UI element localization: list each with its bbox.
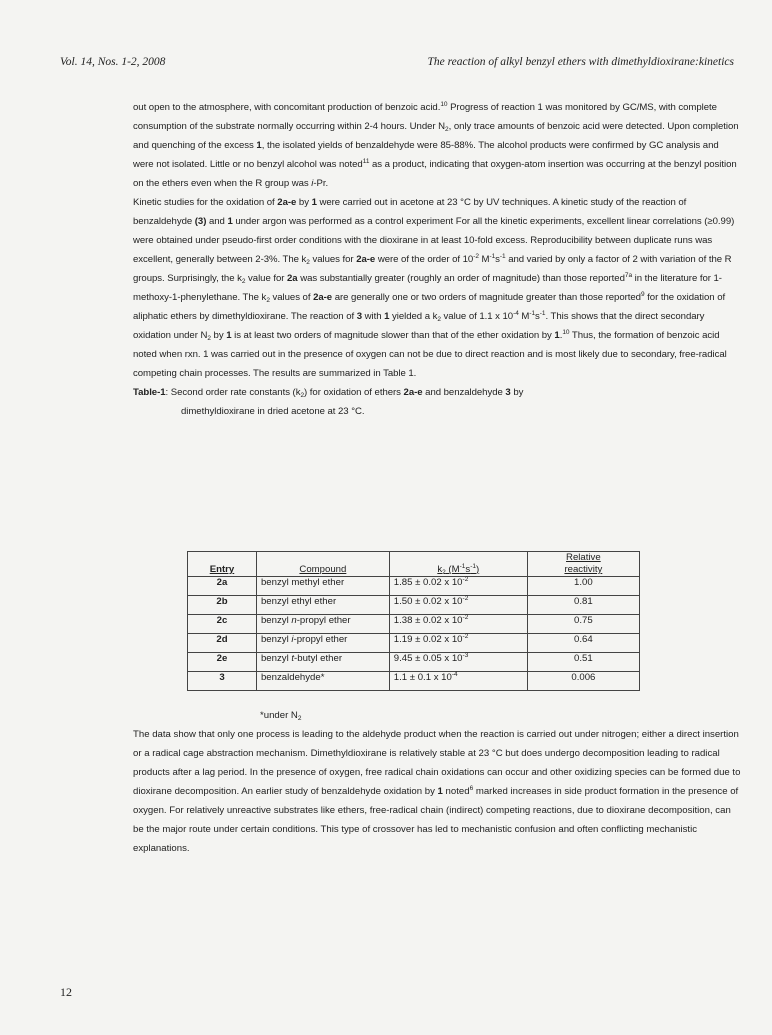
text-span: and	[206, 216, 228, 227]
subscript: 2	[437, 316, 441, 323]
text-span: and benzaldehyde	[422, 387, 506, 398]
text-span: 9.45 ± 0.05 x 10	[393, 653, 463, 664]
italic-text: i	[291, 634, 294, 645]
compound-ref: 2a	[287, 273, 298, 284]
subscript: 2	[241, 278, 246, 285]
text-span: 1.50 ± 0.02 x 10	[393, 596, 463, 607]
text-span: M	[518, 311, 530, 322]
table-row	[188, 634, 640, 653]
italic-text: n	[291, 615, 297, 626]
cell-k2	[389, 653, 527, 672]
text-span: )	[475, 564, 480, 575]
cell-k2	[389, 615, 527, 634]
body-text-bottom	[133, 725, 743, 858]
compound-ref: 2a-e	[356, 254, 376, 265]
citation-sup: 10	[562, 329, 570, 336]
compound-ref: (3)	[194, 216, 207, 227]
text-span: marked increases in side product formation in the presence of oxygen. For relatively unreactive substrates like ethers, free-radical chain (indirect) competing reactions, due to dioxirane decomposition, can be the major route under certain conditions. This type of crossover has led to mechanistic confusion and often conflicting mechanistic explanations.	[133, 786, 739, 854]
header-entry: Entry	[188, 552, 257, 577]
superscript: -4	[513, 310, 519, 317]
compound-ref: 1	[226, 330, 232, 341]
text-span: reactivity	[564, 564, 603, 575]
table-row	[188, 672, 640, 691]
text-span: benzyl ethyl ether	[260, 596, 337, 607]
table-caption	[133, 383, 741, 402]
header-compound: Compound	[256, 552, 389, 577]
text-span: were carried out in acetone at 23 °C by UV techniques. A kinetic study of the reaction of benzaldehyde	[133, 197, 687, 227]
cell-entry: 2b	[188, 596, 257, 615]
table-row	[188, 596, 640, 615]
cell-k2	[389, 596, 527, 615]
compound-ref: 2a-e	[403, 387, 423, 398]
table-header-row	[188, 552, 640, 577]
text-span: as a product, indicating that oxygen-atom insertion was occurring at the benzyl position on the ethers even when the R group was	[133, 159, 737, 189]
compound-ref: 3	[356, 311, 363, 322]
text-span: noted	[442, 786, 470, 797]
text-span: Thus, the formation of benzoic acid noted when rxn. 1 was carried out in the presence of oxygen can not be due to direct reaction and is most likely due to secondary, free-radical competing chain processes. The results are summarized in Table 1.	[133, 330, 727, 379]
text-span: is at least two orders of magnitude slower than that of the ether oxidation by	[231, 330, 555, 341]
superscript: -1	[529, 310, 536, 317]
italic-text: i	[311, 178, 314, 189]
cell-relative: 0.75	[527, 615, 639, 634]
citation-sup: 11	[362, 158, 370, 165]
table-caption-line2: dimethyldioxirane in dried acetone at 23 °C.	[181, 406, 365, 417]
text-span: , the isolated yields of benzaldehyde were 85-88%. The alcohol products were confirmed by GC analysis and were not isolated. Little or no benzyl alcohol was noted	[133, 140, 719, 170]
text-span: was substantially greater (roughly an order of magnitude) than those reported	[297, 273, 625, 284]
cell-compound	[256, 672, 389, 691]
citation-sup: 10	[440, 101, 448, 108]
text-span: ) for oxidation of ethers	[304, 387, 404, 398]
paragraph-3	[133, 725, 743, 858]
text-span: (M	[445, 564, 460, 575]
text-span: 1.1 ± 0.1 x 10	[393, 672, 452, 683]
superscript: -1	[459, 563, 466, 570]
superscript: -2	[462, 633, 469, 640]
running-header-left: Vol. 14, Nos. 1-2, 2008	[60, 56, 166, 68]
compound-ref: 1	[554, 330, 560, 341]
subscript: 2	[297, 715, 302, 722]
superscript: -2	[462, 576, 469, 583]
superscript: -1	[489, 253, 496, 260]
text-span: Kinetic studies for the oxidation of	[133, 197, 278, 208]
text-span: value for	[245, 273, 288, 284]
cell-compound	[256, 653, 389, 672]
text-span: , only trace amounts of benzoic acid were detected. Upon completion and quenching of the excess	[133, 121, 739, 151]
compound-ref: 1	[437, 786, 443, 797]
text-span: : Second order rate constants (k	[165, 387, 301, 398]
text-span: by	[510, 387, 524, 398]
text-span: and varied by only a factor of 2 with variation of the R groups. Surprisingly, the k	[133, 254, 732, 284]
cell-k2	[389, 634, 527, 653]
cell-entry: 2e	[188, 653, 257, 672]
cell-compound	[256, 577, 389, 596]
cell-relative: 0.51	[527, 653, 639, 672]
text-span: 1.85 ± 0.02 x 10	[393, 577, 463, 588]
text-span: were of the order of 10	[375, 254, 474, 265]
page-number: 12	[60, 985, 72, 999]
text-span: Relative	[566, 552, 601, 563]
text-span: .	[559, 330, 563, 341]
text-span: benzyl	[260, 634, 292, 645]
text-span: value of 1.1 x 10	[440, 311, 514, 322]
text-span: 1.38 ± 0.02 x 10	[393, 615, 463, 626]
text-span: yielded a k	[389, 311, 438, 322]
table-row	[188, 577, 640, 596]
superscript: -4	[451, 671, 458, 678]
superscript: -1	[470, 563, 476, 570]
text-span: with	[362, 311, 385, 322]
cell-relative: 1.00	[527, 577, 639, 596]
text-span: benzyl	[260, 615, 292, 626]
cell-entry: 2a	[188, 577, 257, 596]
text-span: s	[495, 254, 500, 265]
cell-relative: 0.006	[527, 672, 639, 691]
text-span: benzyl	[260, 653, 292, 664]
compound-ref: 2a-e	[313, 292, 333, 303]
text-span: -propyl ether	[293, 634, 348, 645]
table-footnote	[260, 710, 302, 721]
cell-k2	[389, 577, 527, 596]
text-span: values of	[269, 292, 314, 303]
subscript: 2	[306, 259, 310, 266]
text-span: for the oxidation of aliphatic ethers by dimethyldioxirane. The reaction of	[133, 292, 726, 322]
superscript: -3	[462, 652, 469, 659]
cell-k2	[389, 672, 527, 691]
superscript: -1	[499, 253, 506, 260]
cell-compound	[256, 615, 389, 634]
citation-sup: 9	[640, 291, 645, 298]
text-span: under argon was performed as a control experiment For all the kinetic experiments, excellent linear correlations (≥0.99) were obtained under pseudo-first order conditions with the dioxirane in at least 10-fold excess. Reproducibility between duplicate runs was excellent, generally between 2-3%. The k	[133, 216, 735, 265]
compound-ref: 3	[505, 387, 511, 398]
subscript: 2	[445, 126, 449, 133]
compound-ref: 1	[311, 197, 317, 208]
cell-compound	[256, 634, 389, 653]
header-relative-reactivity	[527, 552, 639, 577]
compound-ref: 1	[227, 216, 233, 227]
header-k2	[389, 552, 527, 577]
citation-sup: 7a	[624, 272, 633, 279]
italic-text: t	[291, 653, 295, 664]
text-span: by	[296, 197, 312, 208]
table-row	[188, 615, 640, 634]
table-label: Table-1	[133, 387, 166, 398]
text-span: k	[437, 564, 443, 575]
cell-entry: 2d	[188, 634, 257, 653]
compound-ref: 2a-e	[277, 197, 297, 208]
text-span: . This shows that the direct secondary oxidation under N	[133, 311, 705, 341]
text-span: *under N	[260, 710, 298, 721]
text-span: The data show that only one process is leading to the aldehyde product when the reaction is carried out under nitrogen; either a direct insertion or a radical cage abstraction mechanism. Dimethyldioxirane is relatively stable at 23 °C but does undergo decomposition leading to radical products after a lag period. In the presence of oxygen, free radical chain oxidations can occur and other oxidizing species can be formed due to dioxirane decomposition. An earlier study of benzaldehyde oxidation by	[133, 729, 741, 797]
superscript: -1	[539, 310, 546, 317]
body-text-top	[133, 98, 741, 421]
table-row	[188, 653, 640, 672]
text-span: are generally one or two orders of magnitude greater than those reported	[332, 292, 641, 303]
text-span: s	[535, 311, 540, 322]
compound-ref: 1	[256, 140, 262, 151]
cell-relative: 0.81	[527, 596, 639, 615]
compound-ref: 1	[384, 311, 390, 322]
paragraph-2	[133, 193, 741, 383]
text-span: s	[465, 564, 471, 575]
subscript: 2	[300, 392, 305, 399]
text-span: in the literature for 1-methoxy-1-phenylethane. The k	[133, 273, 722, 303]
text-span: benzyl methyl ether	[260, 577, 345, 588]
text-span: 1.19 ± 0.02 x 10	[393, 634, 463, 645]
subscript: 2	[442, 569, 446, 576]
cell-entry: 3	[188, 672, 257, 691]
rate-constants-table	[187, 551, 640, 691]
text-span: M	[478, 254, 490, 265]
subscript: 2	[266, 297, 270, 304]
text-span: values for	[309, 254, 357, 265]
superscript: -2	[462, 614, 469, 621]
text-span: out open to the atmosphere, with concomitant production of benzoic acid.	[133, 102, 441, 113]
cell-entry: 2c	[188, 615, 257, 634]
cell-relative: 0.64	[527, 634, 639, 653]
text-span: Progress of reaction 1 was monitored by GC/MS, with complete consumption of the substrate normally occurring within 2-4 hours. Under N	[133, 102, 717, 132]
paragraph-1	[133, 98, 741, 193]
text-span: -butyl ether	[294, 653, 343, 664]
citation-sup: 6	[469, 785, 474, 792]
cell-compound	[256, 596, 389, 615]
text-span: benzaldehyde*	[260, 672, 325, 683]
text-span: -propyl ether	[296, 615, 351, 626]
text-span: by	[210, 330, 227, 341]
text-span: -Pr.	[313, 178, 329, 189]
subscript: 2	[207, 335, 211, 342]
superscript: -2	[473, 253, 479, 260]
running-header-right: The reaction of alkyl benzyl ethers with dimethyldioxirane:kinetics	[427, 56, 734, 68]
superscript: -2	[462, 595, 469, 602]
